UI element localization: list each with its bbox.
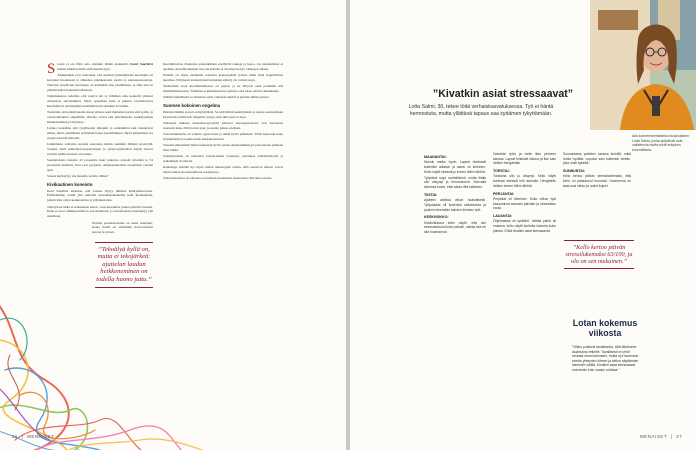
sidebar-box-text: ”Viikko poikkesi tavallisesta, sillä lähdimme lauantaina retkelle. Tavallisesti en ehdi seurata omia lukemiani, mutta nyt huomasin selvän yhteyden kiireen ja kellon näyttämien lukemien välillä. Kivatkin asiat stressaavat enemmän kuin osasin odottaa.” bbox=[572, 345, 639, 372]
right-pull-quote bbox=[564, 240, 634, 269]
left-column-2 bbox=[163, 62, 283, 183]
pull-quote-text: ”Tekoälyä kyllä on, mutta ei tekojärkeä: ajattelun laadun heikkeneminen on todella huono juttu.” bbox=[96, 245, 152, 283]
body-paragraph: Yksilöllisiä eroja kuormittumisessa on paljon, ja ne liittyvät sekä perimään että elämäntilanteeseen. Tutkimus ei kuitenkaan tue ajatusta, että toiset olisivat immuuneja. bbox=[163, 84, 283, 94]
right-column-2 bbox=[493, 152, 556, 235]
body-paragraph: Tiedetään, että pitkittyneenä stressi altistaa sekä mielenterveyden että sydän- ja verisuonitautien ongelmille. Oireina voivat olla univaikeudet, keskittymisen heikkeneminen ja ärtyisyys. bbox=[47, 110, 153, 124]
left-column-1 bbox=[47, 62, 153, 237]
body-paragraph: Stressaantuneena on vaikeaa oppia uutta ja tehdä hyviä päätöksiä. Tämä heijastuu koko työyhteisöön ja lopulta koko kansantalouteen. bbox=[163, 131, 283, 141]
body-paragraph: Ratkaisuja etsitään nyt myös uuden teknologian avulla, sillä puettavat laitteet voivat mitata kehon stressireaktioita reaaliajassa. bbox=[163, 165, 283, 175]
right-page bbox=[350, 0, 696, 450]
sidebar-box-title-text: Lotan kokemus viikosta bbox=[572, 318, 638, 338]
article-title bbox=[408, 88, 598, 100]
diary-paragraph: Työpäivä sujui rauhallisesti, mutta illalla olin väsynyt ja hermostunut. Sohvalla istuessa tuntui, ettei aikaa riitä kaikkeen. bbox=[424, 175, 486, 190]
photo-caption-text: Aila kolmeenkertaiseksi kuopiolainen Lotta Salmi, jonka työpäivät ovat vaihtelevia mutta eivät erityisen kuormittavia. bbox=[632, 134, 690, 152]
day-heading: LAUANTAI: bbox=[493, 213, 513, 218]
diary-paragraph: Ajattelin aloittaa viikon rauhallisesti. Työpaikalla oli kuitenkin sairaslomia ja jouduin tekemään kahden ihmisen työt. bbox=[424, 198, 486, 212]
day-heading: SUNNUNTAI: bbox=[563, 169, 586, 174]
page-footer: 26 | MENAISET bbox=[12, 434, 55, 439]
day-heading: KESKIVIIKKO: bbox=[424, 215, 449, 220]
body-paragraph: Tilastojen mukaan mielenterveyssyistä johtuvat sairauspoissaolot ovat kasvaneet tasaisesti koko 2010-luvun ajan, ja suunta jatkuu edelleen. bbox=[163, 120, 283, 130]
subheading: Kivikautinen koneisto bbox=[47, 182, 93, 188]
sidebar-box-title bbox=[572, 318, 638, 338]
magazine-name: MENAISET bbox=[640, 434, 668, 439]
day-heading: PERJANTAI: bbox=[493, 191, 515, 196]
body-paragraph: Naisten peruskuormitus on usein suurempi, koska heillä on enemmän hoivavastuuta kotona ja työssä. bbox=[92, 220, 153, 235]
left-page bbox=[0, 0, 346, 450]
body-paragraph: Stressin aiheuttamat haitat tunnetaan hyvin, mutta ennaltaehkäisyyn panostetaan edelleen liian vähän. bbox=[163, 143, 283, 152]
subheading: Suomen kokoinen ongelma bbox=[163, 103, 221, 109]
diary-paragraph: Perjantai oli kiireinen. Koko viikon työt kasautuivat samaan päivään ja stressitaso nousi. bbox=[493, 196, 556, 211]
right-pull-quote-text: ”Kello kertoo päivän stressilukemaksi 63/100, ja olo on sen mukainen.” bbox=[565, 243, 633, 265]
body-paragraph: Stressi näyttäytyy siis monella tavalla. Miksi? bbox=[47, 174, 109, 179]
drop-cap: S bbox=[47, 61, 56, 77]
photo-caption bbox=[632, 134, 690, 152]
intro-text: tressi ei ole fiilis asia. Ainakin tämän ajatuksilla bbox=[57, 62, 129, 66]
page-number: 26 bbox=[12, 434, 19, 439]
day-heading: TORSTAI: bbox=[493, 169, 510, 174]
body-paragraph: Toimenpiteiksi on ehdotettu joustavampia työaikoja, parempaa esihenkilötyötä ja selkeämpiä tavoitteita. bbox=[163, 154, 283, 164]
sidebar-box bbox=[572, 345, 642, 375]
right-column-1 bbox=[424, 152, 486, 236]
body-paragraph: Suomalaisista naisista 43 prosenttia koki jatkuvaa stressiä työssään ja 34 prosenttia miehistä. Erot ovat pysyneet samansuuntaisina useamman vuoden ajan. bbox=[47, 158, 153, 172]
body-paragraph: Tutkimukset ovat tuottaneet, että useiden työntekijöiden kuormitus on kasvanut kroonisesti ja aiheuttaa pitkäkestoisia oireita ja sairauspoissaoloja. Tulevien työpäivien stressitaso on kuitenkin aina yksilöllinen, ja siksi sitä on ymmärrettävä kokonaisvaltaisesti. bbox=[47, 73, 153, 92]
magazine-name: MENAISET bbox=[27, 434, 55, 439]
body-paragraph: Pienissä määrin stressi on hyödyllistä. Se terävöittää keskittymistä ja auttaa suoriutumaan haastavista tehtävistä. Ongelma syntyy, kun aktivaatio ei lopu. bbox=[163, 109, 283, 119]
diary-paragraph: Ohjelmassa oli synttärit. Vaikka päivä oli mukava, kello näytti korkeita lukemia koko päivän. Ehkä kivatkin asiat stressaavat. bbox=[493, 219, 556, 233]
intro-name: Katri Saarikivi bbox=[130, 62, 153, 66]
article-title-text: ”Kivatkin asiat stressaavat” bbox=[432, 88, 574, 100]
article-lead-text: Lotta Salmi, 30, tekee töitä verhaiskasvatuksessa. Työ ei häntä hermostuta, mutta yllättävä tapaus saa sydämen tykyttämään. bbox=[408, 104, 554, 117]
body-paragraph: Katri Saarikivi ehdottaa, että vastaus löytyy ihmisen kehityshistoriasta. Elimistömme toimii yhä samoilla perusmekanismeilla kuin kivikaudella, jolloin uhat olivat konkreettisia ja lyhytkestoisia. bbox=[47, 188, 153, 203]
body-paragraph: Lisäksi tiedetään, että työyhteisön ilmapiiri ja esihenkilön tuki vaikuttavat siihen, miten yksittäinen työntekijä kokee kuormituksen. Hyvä johtaminen voi suojata stressin haitoilta. bbox=[47, 126, 153, 140]
body-paragraph: Kuormittavista tilanteista palautuminen edellyttää taukoja ja lepoa. Jos palautumista ei tapahdu, stressihormonien taso jää koholle ja väsymys kertyy viikkojen aikana. bbox=[163, 62, 283, 71]
body-paragraph: Sitäkin tärkeämpää on tunnistaa omat varhaiset merkit ja puuttua niihin ajoissa. bbox=[163, 95, 270, 100]
intro-tail: lukaisi ilmiöön mutta siitä menettelyyn. bbox=[57, 66, 111, 71]
right-column-3 bbox=[563, 152, 631, 190]
page-number: 27 bbox=[676, 434, 683, 439]
diary-paragraph: Sunnuntaina ystävien kanssa lenkillä, mikä tuntui hyvältä. Lopuksi sain kuitenkin viestin, joka nosti sykettä. bbox=[563, 152, 631, 166]
portrait-photo bbox=[590, 0, 696, 130]
body-paragraph: Naisilla on myös enemmän toistuvia keskeytyksiä työssä, mikä lisää kognitiivista kuormaa. Erityisesti asiakastyössä tunteiden säätely vie voimavaroja. bbox=[163, 73, 283, 83]
diary-paragraph: Torstaina olin jo väsynyt. Kello näytti korkeaa stressiä heti aamulla. Hengittelin hetken ennen töihin lähtöä. bbox=[493, 174, 556, 188]
body-paragraph: Tulevaisuudessa tavoitteena on tunnistaa kuormitus ennen kuin siitä tulee sairaus. bbox=[163, 176, 273, 181]
pull-quote bbox=[95, 242, 153, 287]
portrait-illustration bbox=[590, 0, 696, 130]
diary-paragraph: Vahvistin työni ja vietin illan perheen kanssa. Lapset leikkivät ulkona ja itse sain hetken hengähtää. bbox=[493, 152, 556, 166]
diary-paragraph: Kello kertoo päivän stressilukemaksi, että keho on palautunut huonosti. Huomenna on taas uusi viikko ja uudet kujeet. bbox=[563, 174, 631, 188]
day-heading: TIISTAI: bbox=[424, 192, 438, 197]
diary-paragraph: Nukuin melko hyvin. Lapset heräsivät kuitenkin aikaisin ja aamu oli kiireinen. Kello näytti stressiä jo ennen töihin lähtöä. bbox=[424, 160, 486, 174]
page-footer-right: MENAISET | 27 bbox=[640, 434, 683, 439]
body-paragraph: Tutkimuksissa todettiin, että vaativa työ ja vähäinen oma kontrolli yhdessä ennustavat sairastumista. Myös työpaikan kiire ja jatkuva tavoitettavuus kuormittavat työntekijöitä enemmän kuin aiemmin arvioitiin. bbox=[47, 94, 153, 108]
day-heading: MAANANTAI: bbox=[424, 155, 447, 159]
body-paragraph: Tietotyössä uhka ei kuitenkaan katoa, vaan kuormitus jatkuu päivästä toiseen. Keho ei erota sähköpostitulvaa petoeläimestä, ja stressireaktio käynnistyy yhä uudelleen. bbox=[47, 204, 153, 219]
body-paragraph: Jonkinlaista osittaista stressin seurantaa tehtiin aiemmin lähinnä kyselyillä. Vuonna 2023 mielenterveyspalvelujen ja työterveyshuollon käyttö kasvoi selvästi edellisvuoteen verrattuna. bbox=[47, 142, 153, 156]
article-lead bbox=[406, 104, 556, 118]
diary-paragraph: Keskiviikkona kello näytti, että olin stressaantunut koko päivän, vaikka itse en sitä huomannut. bbox=[424, 220, 486, 234]
